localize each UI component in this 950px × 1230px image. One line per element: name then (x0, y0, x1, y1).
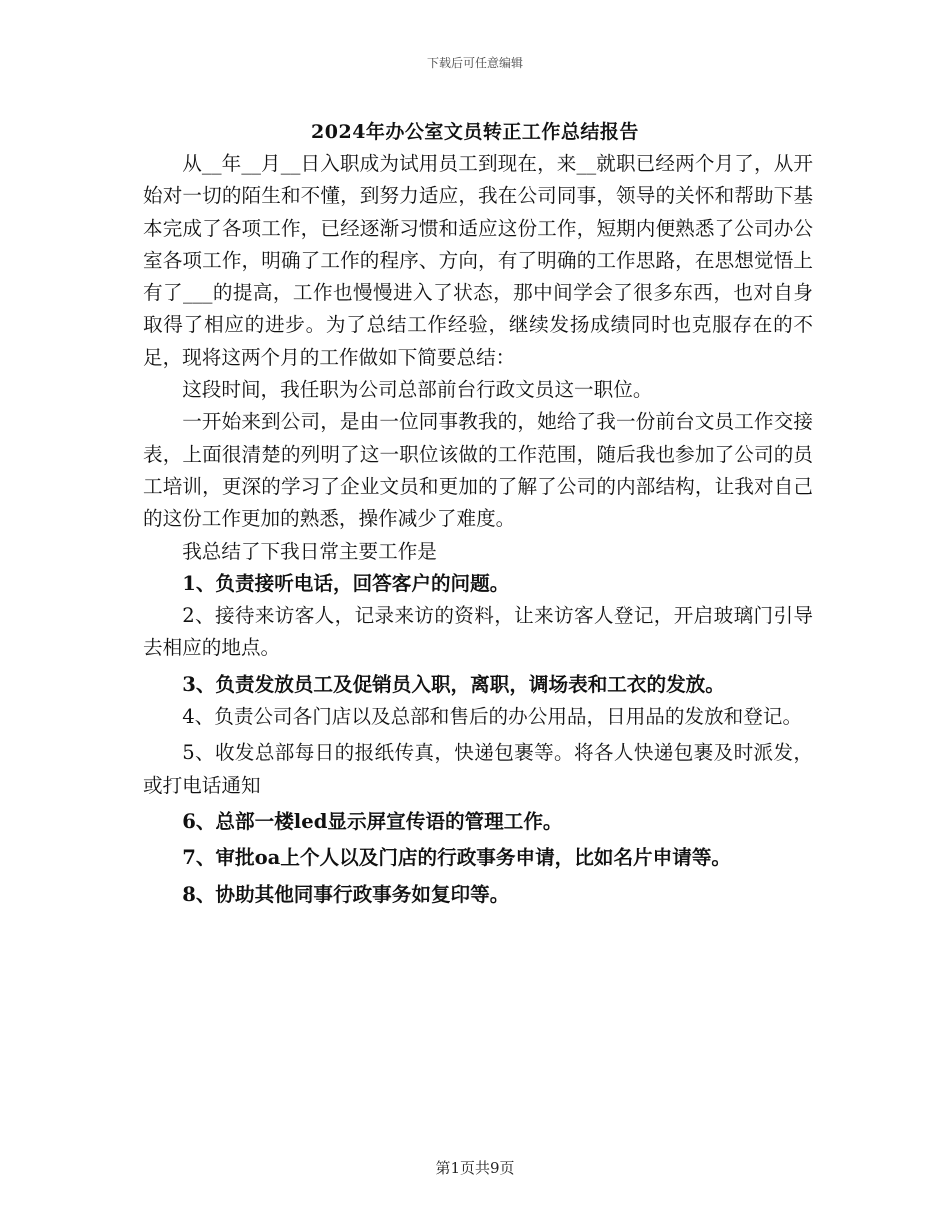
list-item: 3、负责发放员工及促销员入职，离职，调场表和工衣的发放。 (182, 672, 725, 696)
list-item: 1、负责接听电话，回答客户的问题。 (182, 571, 510, 595)
list-item: 2、接待来访客人，记录来访的资料，让来访客人登记，开启玻璃门引导去相应的地点。 (143, 604, 813, 660)
list-item: 6、总部一楼led显示屏宣传语的管理工作。 (182, 809, 563, 833)
list-item: 5、收发总部每日的报纸传真，快递包裹等。将各人快递包裹及时派发，或打电话通知 (143, 741, 813, 797)
document-title: 2024年办公室文员转正工作总结报告 (311, 121, 639, 143)
paragraph-summary-lead: 我总结了下我日常主要工作是 (182, 539, 437, 563)
list-item: 8、协助其他同事行政事务如复印等。 (182, 882, 510, 906)
list-item: 7、审批oa上个人以及门店的行政事务申请，比如名片申请等。 (182, 846, 732, 870)
list-item: 4、负责公司各门店以及总部和售后的办公用品，日用品的发放和登记。 (182, 705, 803, 729)
paragraph-position: 这段时间，我任职为公司总部前台行政文员这一职位。 (182, 378, 653, 402)
document-body (143, 148, 813, 911)
paragraph-onboarding: 一开始来到公司，是由一位同事教我的，她给了我一份前台文员工作交接表，上面很清楚的列明了这一职位该做的工作范围，随后我也参加了公司的员工培训，更深的学习了企业文员和更加的了解了公司的内部结构，让我对自己的这份工作更加的熟悉，操作减少了难度。 (143, 410, 813, 531)
paragraph-intro: 从__年__月__日入职成为试用员工到现在，来__就职已经两个月了，从开始对一切的陌生和不懂，到努力适应，我在公司同事，领导的关怀和帮助下基本完成了各项工作，已经逐渐习惯和适应这份工作，短期内便熟悉了公司办公室各项工作，明确了工作的程序、方向，有了明确的工作思路，在思想觉悟上有了___的提高，工作也慢慢进入了状态，那中间学会了很多东西，也对自身取得了相应的进步。为了总结工作经验，继续发扬成绩同时也克服存在的不足，现将这两个月的工作做如下简要总结： (143, 152, 813, 369)
page-header: 下载后可任意编辑 (426, 56, 523, 70)
page-footer: 第1页共9页 (435, 1159, 515, 1177)
